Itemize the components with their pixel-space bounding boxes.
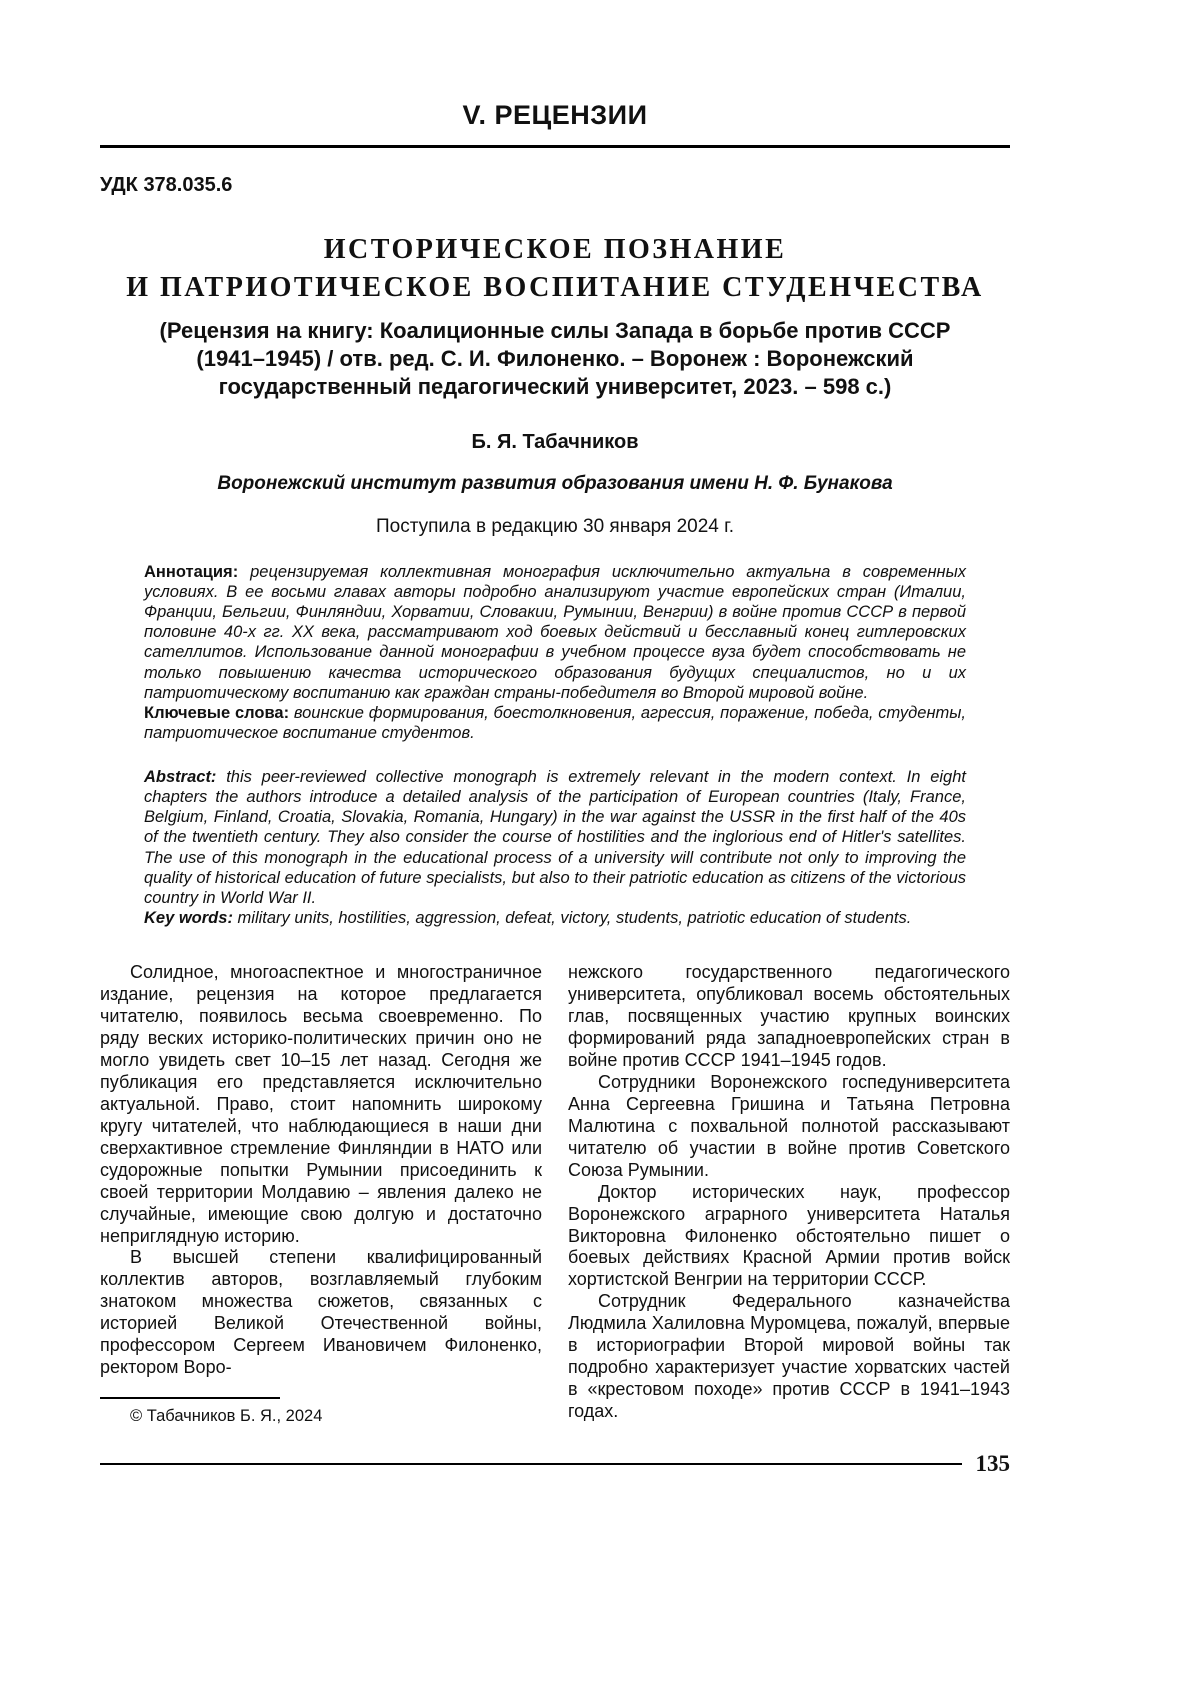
footnote-rule bbox=[100, 1397, 280, 1399]
annotation-text: рецензируемая коллективная монография исключительно актуальна в современных условиях. В ее восьми главах авторы подробно анализируют участие европейских стран (Италии, Франции, Бельгии, Финляндии, Хорватии, Словакии, Румынии, Венгрии) в войне против СССР в первой половине 40-х гг. XX века, рассматривают ход боевых действий и бесславный конец гитлеровских сателлитов. Использование данной монографии в учебном процессе вуза будет способствовать не только повышению качества исторического образования будущих специалистов, но и их патриотическому воспитанию как граждан страны-победителя во Второй мировой войне. bbox=[144, 562, 966, 702]
annotation-block-ru bbox=[144, 562, 966, 743]
section-header: V. РЕЦЕНЗИИ bbox=[462, 100, 648, 130]
keywords-ru-paragraph bbox=[144, 703, 966, 743]
keywords-en-paragraph bbox=[144, 908, 966, 928]
body-paragraph: Доктор исторических наук, профессор Воронежского аграрного университета Наталья Викторовна Филоненко обстоятельно пишет о боевых действиях Красной Армии против войск хортистской Венгрии на территории СССР. bbox=[568, 1181, 1010, 1290]
body-paragraph: нежского государственного педагогического университета, опубликовал восемь обстоятельных глав, посвященных участию крупных воинских формирований ряда западноевропейских стран в войне против СССР 1941–1945 годов. bbox=[568, 962, 1010, 1070]
keywords-en-text: military units, hostilities, aggression, defeat, victory, students, patriotic education of students. bbox=[237, 908, 912, 927]
annotation-paragraph bbox=[144, 562, 966, 703]
keywords-en-label: Key words: bbox=[144, 908, 233, 927]
body-paragraph: В высшей степени квалифицированный коллектив авторов, возглавляемый глубоким знатоком множества сюжетов, связанных с историей Великой Отечественной войны, профессором Сергеем Ивановичем Филоненко, ректором Воро- bbox=[100, 1247, 542, 1378]
keywords-ru-text: воинские формирования, боестолкновения, агрессия, поражение, победа, студенты, патриотическое воспитание студентов. bbox=[144, 703, 966, 742]
body-paragraph: Сотрудники Воронежского госпедуниверситета Анна Сергеевна Гришина и Татьяна Петровна Малютина с похвальной полнотой рассказывают читателю об участии в войне против Советского Союза Румынии. bbox=[568, 1071, 1010, 1180]
keywords-ru-label: Ключевые слова: bbox=[144, 703, 290, 722]
footer-rule bbox=[100, 1463, 962, 1465]
udc-code: УДК 378.035.6 bbox=[100, 174, 233, 196]
page-footer bbox=[100, 1452, 1010, 1475]
author-name: Б. Я. Табачников bbox=[471, 430, 639, 453]
article-body bbox=[100, 962, 1010, 1426]
article-title bbox=[100, 231, 1010, 307]
article-subtitle-line-3: государственный педагогический университет, 2023. – 598 с.) bbox=[218, 374, 892, 400]
article-subtitle bbox=[100, 317, 1010, 401]
article-title-line-2: И ПАТРИОТИЧЕСКОЕ ВОСПИТАНИЕ СТУДЕНЧЕСТВА bbox=[126, 272, 984, 304]
abstract-block-en bbox=[144, 767, 966, 928]
received-date: Поступила в редакцию 30 января 2024 г. bbox=[375, 515, 735, 537]
article-subtitle-line-2: (1941–1945) / отв. ред. С. И. Филоненко. – Воронеж : Воронежский bbox=[196, 346, 914, 372]
body-paragraph: Сотрудник Федерального казначейства Людмила Халиловна Муромцева, пожалуй, впервые в историографии Второй мировой войны так подробно характеризует участие хорватских частей в «крестовом походе» против СССР в 1941–1943 годах. bbox=[568, 1291, 1010, 1422]
body-paragraph: Солидное, многоаспектное и многостраничное издание, рецензия на которое предлагается читателю, появилось весьма своевременно. По ряду веских историко-политических причин оно не могло увидеть свет 10–15 лет назад. Сегодня же публикация его представляется исключительно актуальной. Право, стоит напомнить широкому кругу читателей, что наблюдающиеся в наши дни сверхактивное стремление Финляндии в НАТО или судорожные попытки Румынии присоединить к своей территории Молдавию – явления далеко не случайные, имеющие свою долгую и достаточно неприглядную историю. bbox=[100, 962, 542, 1246]
article-subtitle-line-1: (Рецензия на книгу: Коалиционные силы Запада в борьбе против СССР bbox=[159, 318, 951, 344]
page-number: 135 bbox=[975, 1451, 1010, 1476]
annotation-label: Аннотация: bbox=[144, 562, 239, 581]
right-column bbox=[568, 962, 1010, 1426]
page-content bbox=[100, 0, 1010, 1426]
copyright-text: © Табачников Б. Я., 2024 bbox=[130, 1406, 323, 1425]
article-title-line-1: ИСТОРИЧЕСКОЕ ПОЗНАНИЕ bbox=[323, 234, 787, 265]
abstract-label: Abstract: bbox=[144, 768, 217, 787]
abstract-text: this peer-reviewed collective monograph is extremely relevant in the modern context. In eight chapters the authors introduce a detailed analysis of the participation of European countries (Italy, France, Belgium, Finland, Croatia, Slovakia, Romania, Hungary) in the war against the USSR in the first half of the 40s of the twentieth century. They also consider the course of hostilities and the inglorious end of Hitler's satellites. The use of this monograph in the educational process of a university will contribute not only to improving the quality of historical education of future specialists, but also to their patriotic education as citizens of the victorious country in World War II. bbox=[144, 768, 966, 907]
affiliation: Воронежский институт развития образования имени Н. Ф. Бунакова bbox=[217, 472, 893, 494]
abstract-paragraph bbox=[144, 767, 966, 908]
copyright-footnote bbox=[100, 1397, 542, 1426]
left-column bbox=[100, 962, 542, 1426]
header-rule bbox=[100, 145, 1010, 148]
